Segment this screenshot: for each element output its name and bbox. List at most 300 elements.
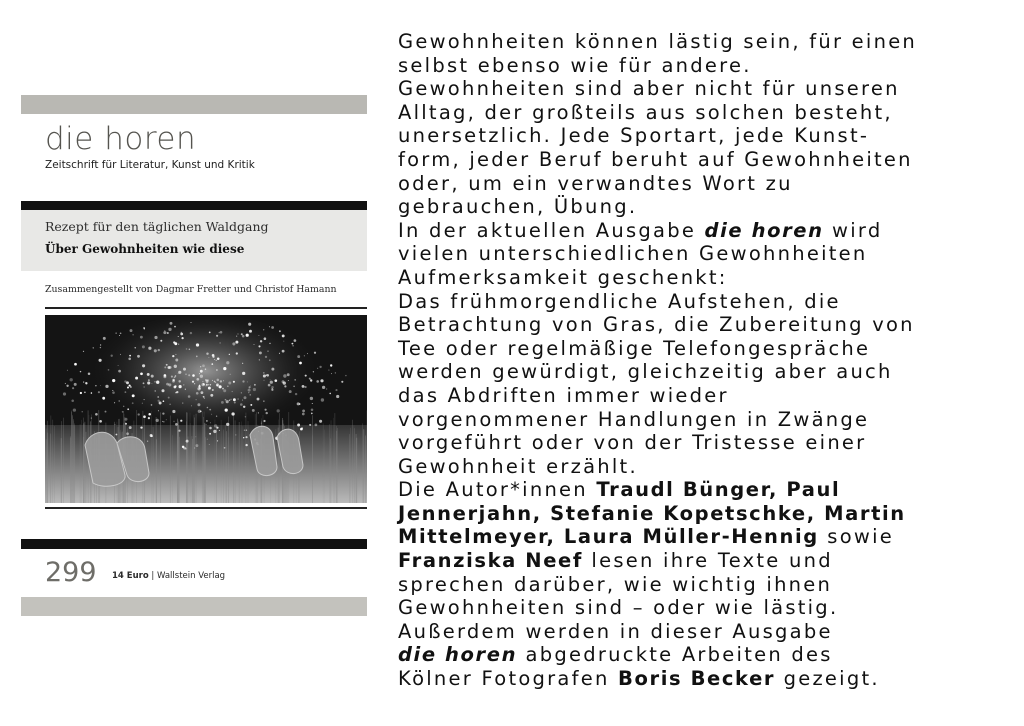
artwork-sparkle xyxy=(73,408,76,411)
artwork-sparkle xyxy=(294,339,297,342)
artwork-sparkle xyxy=(248,323,251,326)
artwork-sparkle xyxy=(241,392,242,393)
artwork-sparkle xyxy=(148,379,150,381)
artwork-sparkle xyxy=(162,421,163,422)
artwork-sparkle xyxy=(158,410,159,411)
artwork-sparkle xyxy=(135,377,138,380)
artwork-sparkle xyxy=(293,386,295,388)
text-segment: wird xyxy=(823,218,883,242)
issue-subtitle: Über Gewohnheiten wie diese xyxy=(45,242,245,256)
artwork-sparkle xyxy=(88,373,91,376)
artwork-sparkle xyxy=(63,392,66,395)
artwork-sparkle xyxy=(150,434,153,437)
artwork-sparkle xyxy=(277,409,280,412)
artwork-sparkle xyxy=(112,379,115,382)
artwork-sparkle xyxy=(270,381,273,384)
artwork-sparkle xyxy=(200,366,201,367)
artwork-sparkle xyxy=(209,444,210,445)
artwork-sparkle xyxy=(261,423,262,424)
artwork-sparkle xyxy=(248,392,249,393)
artwork-sparkle xyxy=(175,423,178,426)
artwork-sparkle xyxy=(245,444,247,446)
artwork-sparkle xyxy=(282,350,285,353)
artwork-sparkle xyxy=(189,349,191,351)
issue-number: 299 xyxy=(45,557,97,588)
issue-title: Rezept für den täglichen Waldgang xyxy=(45,219,269,234)
artwork-sparkle xyxy=(197,403,200,406)
artwork-sparkle xyxy=(95,385,96,386)
text-line: Gewohnheiten können lästig sein, für einen xyxy=(398,30,918,53)
artwork-sparkle xyxy=(147,373,150,376)
artwork-sparkle xyxy=(217,357,220,360)
text-line xyxy=(398,525,1008,549)
artwork-sparkle xyxy=(126,432,129,435)
artwork-sparkle xyxy=(148,413,151,416)
artwork-sparkle xyxy=(270,379,271,380)
artwork-sparkle xyxy=(263,380,264,381)
artwork-sparkle xyxy=(207,439,208,440)
artwork-sparkle xyxy=(178,371,181,374)
artwork-sparkle xyxy=(174,386,177,389)
artwork-bottom-rule xyxy=(45,507,367,509)
description-text xyxy=(398,30,1008,691)
artwork-sparkle xyxy=(127,386,129,388)
artwork-sparkle xyxy=(120,332,122,334)
artwork-sparkle xyxy=(178,344,179,345)
artwork-sparkle xyxy=(195,436,196,437)
artwork-sparkle xyxy=(233,398,236,401)
artwork-sparkle xyxy=(223,367,226,370)
artwork-sparkle xyxy=(138,413,140,415)
artwork-sparkle xyxy=(178,380,180,382)
artwork-sparkle xyxy=(219,385,222,388)
artwork-sparkle xyxy=(180,333,183,336)
artwork-sparkle xyxy=(142,364,145,367)
artwork-sparkle xyxy=(74,383,77,386)
artwork-sparkle xyxy=(341,381,343,383)
text-line xyxy=(398,643,1008,667)
text-line: Alltag, der großteils aus solchen besteht, xyxy=(398,100,893,124)
artwork-sparkle xyxy=(248,389,251,392)
artwork-sparkle xyxy=(143,327,145,329)
artwork-sparkle xyxy=(345,375,346,376)
artwork-sparkle xyxy=(316,380,319,383)
artwork-sparkle xyxy=(174,342,177,345)
artwork-sparkle xyxy=(99,420,102,423)
artwork-sparkle xyxy=(266,412,268,414)
text-segment: gezeigt. xyxy=(775,667,880,691)
artwork-sparkle xyxy=(155,390,156,391)
artwork-sparkle xyxy=(299,362,302,365)
artwork-sparkle xyxy=(137,355,140,358)
artwork-sparkle xyxy=(118,365,119,366)
artwork-sparkle xyxy=(223,389,226,392)
artwork-top-rule xyxy=(45,307,367,309)
magazine-cover xyxy=(21,95,367,616)
artwork-sparkle xyxy=(186,440,189,443)
artwork-sparkle xyxy=(71,399,74,402)
artwork-sparkle xyxy=(164,366,166,368)
artwork-sparkle xyxy=(297,355,300,358)
artwork-sparkle xyxy=(174,365,177,368)
artwork-sparkle xyxy=(263,329,264,330)
artwork-sparkle xyxy=(250,404,252,406)
artwork-sparkle xyxy=(174,326,176,328)
author-names: Traudl Bünger, Paul xyxy=(596,478,841,502)
artwork-sparkle xyxy=(212,380,213,381)
artwork-sparkle xyxy=(151,375,154,378)
magazine-name: die horen xyxy=(704,218,824,242)
artwork-sparkle xyxy=(163,421,164,422)
cover-divider xyxy=(21,201,367,210)
artwork-sparkle xyxy=(144,387,145,388)
artwork-sparkle xyxy=(322,386,325,389)
cover-top-band xyxy=(21,95,367,114)
artwork-sparkle xyxy=(225,399,227,401)
text-line: Das frühmorgendliche Aufstehen, die xyxy=(398,289,841,313)
price: 14 Euro xyxy=(112,571,149,581)
artwork-sparkle xyxy=(216,360,217,361)
artwork-sparkle xyxy=(299,403,301,405)
artwork-sparkle xyxy=(129,385,131,387)
artwork-sparkle xyxy=(151,404,153,406)
artwork-sparkle xyxy=(140,426,142,428)
artwork-sparkle xyxy=(72,387,74,389)
text-line: Betrachtung von Gras, die Zubereitung von xyxy=(398,313,915,337)
artwork-sparkle xyxy=(263,374,266,377)
artwork-sparkle xyxy=(199,373,200,374)
artwork-sparkle xyxy=(295,393,297,395)
artwork-sparkle xyxy=(271,326,274,329)
artwork-sparkle xyxy=(266,374,268,376)
magazine-name: die horen xyxy=(398,643,518,667)
artwork-sparkle xyxy=(231,412,234,415)
text-line: unersetzlich. Jede Sportart, jede Kunst- xyxy=(398,124,870,148)
artwork-sparkle xyxy=(205,369,206,370)
artwork-sparkle xyxy=(297,424,300,427)
artwork-sparkle xyxy=(229,399,231,401)
artwork-sparkle xyxy=(191,322,192,323)
artwork-sparkle xyxy=(70,378,73,381)
artwork-sparkle xyxy=(218,332,220,334)
artwork-sparkle xyxy=(216,369,218,371)
artwork-sparkle xyxy=(209,427,212,430)
artwork-sparkle xyxy=(217,440,218,441)
artwork-sparkle xyxy=(223,380,224,381)
artwork-sparkle xyxy=(125,418,128,421)
artwork-sparkle xyxy=(209,332,211,334)
artwork-sparkle xyxy=(108,369,110,371)
artwork-sparkle xyxy=(263,372,265,374)
artwork-sparkle xyxy=(235,341,238,344)
artwork-sparkle xyxy=(232,391,233,392)
artwork-sparkle xyxy=(143,382,145,384)
artwork-sparkle xyxy=(156,419,159,422)
artwork-sparkle xyxy=(183,368,186,371)
artwork-sparkle xyxy=(194,383,195,384)
artwork-sparkle xyxy=(284,385,286,387)
artwork-sparkle xyxy=(91,392,93,394)
text-line xyxy=(398,667,1008,691)
price-publisher xyxy=(112,571,225,581)
artwork-sparkle xyxy=(196,378,199,381)
artwork-sparkle xyxy=(225,408,228,411)
artwork-sparkle xyxy=(174,376,176,378)
artwork-sparkle xyxy=(144,399,145,400)
artwork-sparkle xyxy=(207,407,209,409)
artwork-sparkle xyxy=(283,341,284,342)
artwork-sparkle xyxy=(166,419,167,420)
artwork-sparkle xyxy=(196,392,199,395)
artwork-sparkle xyxy=(192,381,194,383)
artwork-sparkle xyxy=(172,355,174,357)
artwork-sparkle xyxy=(119,335,120,336)
publisher: Wallstein Verlag xyxy=(156,571,226,581)
artwork-sparkle xyxy=(265,356,267,358)
artwork-sparkle xyxy=(315,424,318,427)
artwork-sparkle xyxy=(241,333,243,335)
text-line: form, jeder Beruf beruht auf Gewohnheiten xyxy=(398,147,913,171)
artwork-sparkle xyxy=(188,395,191,398)
artwork-sparkle xyxy=(83,351,84,352)
artwork-sparkle xyxy=(206,420,208,422)
artwork-sparkle xyxy=(66,385,68,387)
artwork-sparkle xyxy=(258,345,260,347)
artwork-sparkle xyxy=(129,426,132,429)
artwork-sparkle xyxy=(246,334,249,337)
artwork-sparkle xyxy=(249,386,251,388)
artwork-sparkle xyxy=(330,364,332,366)
artwork-sparkle xyxy=(186,348,187,349)
artwork-sparkle xyxy=(135,347,136,348)
artwork-sparkle xyxy=(254,384,256,386)
artwork-sparkle xyxy=(166,383,169,386)
artwork-sparkle xyxy=(272,388,273,389)
artwork-sparkle xyxy=(180,420,182,422)
artwork-sparkle xyxy=(229,354,230,355)
text-segment: lesen ihre Texte und xyxy=(582,549,833,573)
artwork-sparkle xyxy=(279,330,281,332)
artwork-sparkle xyxy=(168,328,171,331)
text-line xyxy=(398,478,1008,502)
artwork-sparkle xyxy=(302,410,305,413)
artwork-sparkle xyxy=(175,359,178,362)
artwork-sparkle xyxy=(105,385,108,388)
artwork-sparkle xyxy=(129,355,131,357)
artwork-sparkle xyxy=(159,402,162,405)
artwork-sparkle xyxy=(320,379,323,382)
author-names: Jennerjahn, Stefanie Kopetschke, Martin xyxy=(398,501,906,525)
text-line: vorgeführt oder von der Tristesse einer xyxy=(398,431,867,455)
artwork-sparkle xyxy=(132,394,135,397)
artwork-sparkle xyxy=(111,355,113,357)
artwork-sparkle xyxy=(312,403,313,404)
artwork-sparkle xyxy=(80,392,82,394)
text-line: Gewohnheiten sind – oder wie lästig. xyxy=(398,596,839,620)
artwork-sparkle xyxy=(85,382,87,384)
artwork-sparkle xyxy=(260,340,262,342)
artwork-sparkle xyxy=(271,386,274,389)
artwork-sparkle xyxy=(160,340,162,342)
artwork-sparkle xyxy=(210,422,211,423)
artwork-sparkle xyxy=(287,373,290,376)
artwork-sparkle xyxy=(181,337,183,339)
artwork-sparkle xyxy=(307,353,308,354)
artwork-sparkle xyxy=(226,400,229,403)
artwork-sparkle xyxy=(213,430,216,433)
artwork-sparkle xyxy=(209,409,211,411)
artwork-sparkle xyxy=(226,423,229,426)
text-line: vorgenommener Handlungen in Zwänge xyxy=(398,407,870,431)
artwork-sparkle xyxy=(185,389,186,390)
artwork-sparkle xyxy=(103,337,106,340)
artwork-sparkle xyxy=(268,384,271,387)
cover-artwork-illustration xyxy=(45,315,367,503)
artwork-sparkle xyxy=(232,342,235,345)
artwork-sparkle xyxy=(120,354,121,355)
artwork-sparkle xyxy=(264,337,267,340)
artwork-sparkle xyxy=(198,410,201,413)
text-line: selbst ebenso wie für andere. xyxy=(398,53,752,77)
text-segment: Die Autor*innen xyxy=(398,478,597,502)
artwork-sparkle xyxy=(250,385,251,386)
cover-footer-divider xyxy=(21,539,367,549)
artwork-sparkle xyxy=(269,326,270,327)
artwork-sparkle xyxy=(249,330,252,333)
issue-editors: Zusammengestellt von Dagmar Fretter und Christof Hamann xyxy=(45,284,337,295)
artwork-sparkle xyxy=(170,322,173,325)
artwork-sparkle xyxy=(84,391,86,393)
artwork-sparkle xyxy=(91,418,92,419)
artwork-sparkle xyxy=(148,347,151,350)
artwork-sparkle xyxy=(242,400,243,401)
artwork-sparkle xyxy=(154,349,157,352)
artwork-sparkle xyxy=(328,370,329,371)
text-segment: abgedruckte Arbeiten des xyxy=(517,643,833,667)
artwork-sparkle xyxy=(188,374,190,376)
artwork-sparkle xyxy=(242,380,244,382)
text-line xyxy=(398,502,1008,526)
artwork-sparkle xyxy=(265,409,267,411)
artwork-sparkle xyxy=(269,343,270,344)
artwork-sparkle xyxy=(246,429,247,430)
artwork-sparkle xyxy=(321,398,324,401)
artwork-sparkle xyxy=(227,386,228,387)
artwork-sparkle xyxy=(173,380,174,381)
text-segment: sowie xyxy=(818,525,894,549)
artwork-sparkle xyxy=(301,427,303,429)
artwork-sparkle xyxy=(206,352,208,354)
artwork-sparkle xyxy=(317,368,318,369)
artwork-sparkle xyxy=(163,331,166,334)
artwork-sparkle xyxy=(183,384,184,385)
artwork-sparkle xyxy=(206,424,207,425)
artwork-sparkle xyxy=(178,430,180,432)
artwork-sparkle xyxy=(245,416,246,417)
artwork-sparkle xyxy=(288,380,289,381)
artwork-sparkle xyxy=(202,364,205,367)
artwork-sparkle xyxy=(226,361,229,364)
artwork-sparkle xyxy=(151,383,152,384)
artwork-sparkle xyxy=(217,379,220,382)
artwork-sparkle xyxy=(171,376,173,378)
artwork-sparkle xyxy=(74,363,77,366)
artwork-sparkle xyxy=(294,379,296,381)
artwork-sparkle xyxy=(125,391,127,393)
artwork-sparkle xyxy=(282,380,285,383)
text-line xyxy=(398,219,1008,243)
artwork-sparkle xyxy=(209,433,211,435)
text-line: gebrauchen, Übung. xyxy=(398,195,638,219)
artwork-sparkle xyxy=(122,411,124,413)
artwork-sparkle xyxy=(210,394,213,397)
artwork-sparkle xyxy=(102,397,105,400)
artwork-sparkle xyxy=(201,383,204,386)
artwork-sparkle xyxy=(124,380,126,382)
artwork-sparkle xyxy=(235,434,236,435)
artwork-sparkle xyxy=(263,401,264,402)
artwork-sparkle xyxy=(245,436,247,438)
artwork-sparkle xyxy=(194,447,195,448)
text-line xyxy=(398,549,1008,573)
artwork-sparkle xyxy=(319,420,322,423)
artwork-sparkle xyxy=(258,412,259,413)
artwork-sparkle xyxy=(95,413,98,416)
artwork-sparkle xyxy=(258,335,259,336)
artwork-sparkle xyxy=(65,383,66,384)
artwork-sparkle xyxy=(205,379,207,381)
artwork-sparkle xyxy=(214,381,216,383)
artwork-sparkle xyxy=(250,394,251,395)
artwork-sparkle xyxy=(336,395,339,398)
artwork-sparkle xyxy=(112,391,115,394)
artwork-sparkle xyxy=(242,372,245,375)
artwork-sparkle xyxy=(125,423,127,425)
artwork-sparkle xyxy=(197,387,200,390)
magazine-subtitle: Zeitschrift für Literatur, Kunst und Kritik xyxy=(45,159,255,171)
artwork-sparkle xyxy=(216,383,219,386)
artwork-sparkle xyxy=(175,392,177,394)
artwork-sparkle xyxy=(211,363,213,365)
artwork-sparkle xyxy=(269,359,271,361)
artwork-sparkle xyxy=(252,409,255,412)
text-line: vielen unterschiedlichen Gewohnheiten xyxy=(398,242,868,266)
artwork-sparkle xyxy=(216,335,218,337)
artwork-sparkle xyxy=(200,370,203,373)
photographer-name: Boris Becker xyxy=(618,667,776,691)
artwork-sparkle xyxy=(132,402,134,404)
artwork-sparkle xyxy=(175,354,176,355)
artwork-sparkle xyxy=(220,342,221,343)
text-line: Tee oder regelmäßige Telefongespräche xyxy=(398,336,871,360)
artwork-sparkle xyxy=(83,382,84,383)
artwork-sparkle xyxy=(115,424,116,425)
artwork-sparkle xyxy=(162,412,164,414)
artwork-sparkle xyxy=(80,371,81,372)
artwork-sparkle xyxy=(140,372,143,375)
artwork-sparkle xyxy=(167,332,169,334)
artwork-sparkle xyxy=(206,385,207,386)
artwork-sparkle xyxy=(238,334,239,335)
artwork-sparkle xyxy=(242,363,243,364)
artwork-sparkle xyxy=(196,399,197,400)
artwork-sparkle xyxy=(247,381,248,382)
artwork-sparkle xyxy=(304,386,306,388)
artwork-sparkle xyxy=(196,343,199,346)
artwork-sparkle xyxy=(267,350,269,352)
artwork-sparkle xyxy=(142,403,143,404)
artwork-sparkle xyxy=(157,396,159,398)
